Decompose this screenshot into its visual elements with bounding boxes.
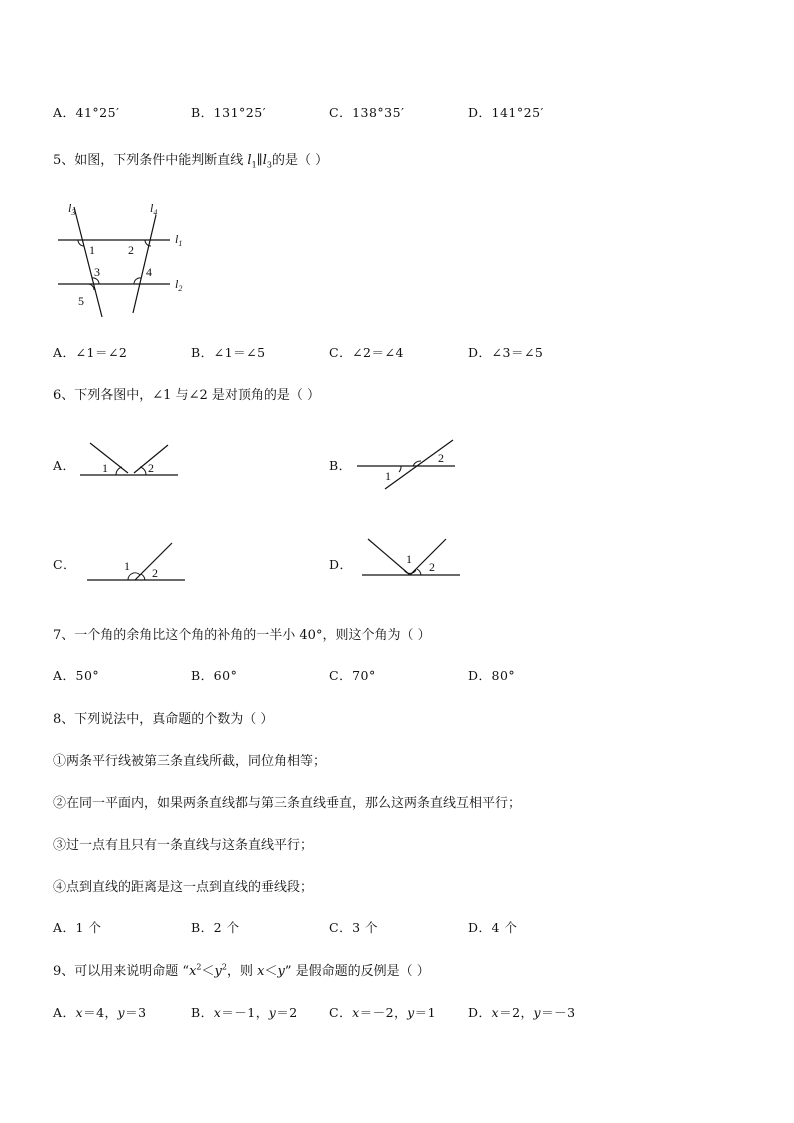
q6d-angle-2: 2 <box>429 560 435 574</box>
q8-item-3: ③过一点有且只有一条直线与这条直线平行； <box>53 838 314 853</box>
q9-option-d: D．x＝2，y＝－3 <box>468 1005 576 1020</box>
q6b-angle-2: 2 <box>438 451 444 465</box>
q8-option-d: D．4 个 <box>468 920 518 935</box>
q6c-angle-2: 2 <box>152 566 158 580</box>
q8-stem: 8、下列说法中，真命题的个数为（ ） <box>53 712 274 727</box>
label-l1: $l_1$ <box>175 232 183 248</box>
q8-option-a: A．1 个 <box>53 920 102 935</box>
q7-option-d: D．80° <box>468 668 516 683</box>
q6a-angle-2: 2 <box>148 461 154 475</box>
q8-option-b: B．2 个 <box>191 920 240 935</box>
q6a-angle-1: 1 <box>102 461 108 475</box>
q9-stem: 9、可以用来说明命题 “$x^2<y^2$，则 x＜y” 是假命题的反例是（ ） <box>53 962 430 979</box>
q6-option-a-label: A． <box>53 458 76 473</box>
q5-option-c: C．∠2＝∠4 <box>329 345 404 360</box>
label-l4: $l_4$ <box>150 201 158 217</box>
q7-option-a: A．50° <box>53 668 100 683</box>
q6-stem: 6、下列各图中，∠1 与∠2 是对顶角的是（ ） <box>53 388 320 403</box>
q8-item-4: ④点到直线的距离是这一点到直线的垂线段； <box>53 880 314 895</box>
q6-figure-a <box>78 440 188 485</box>
angle-label-1: 1 <box>89 243 95 257</box>
angle-label-5: 5 <box>78 294 84 308</box>
q9-option-c: C．x＝－2，y＝1 <box>329 1005 437 1020</box>
q6d-angle-1: 1 <box>406 552 412 566</box>
arc-5 <box>88 284 94 290</box>
q6-figure-c <box>85 540 195 590</box>
q4-option-a: A．41°25′ <box>53 105 120 120</box>
q6-figure-b <box>355 437 465 492</box>
q5-option-a: A．∠1＝∠2 <box>53 345 128 360</box>
q9-option-b: B．x＝－1，y＝2 <box>191 1005 298 1020</box>
line-l4 <box>133 215 156 313</box>
q5-option-d: D．∠3＝∠5 <box>468 345 544 360</box>
q6c-angle-1: 1 <box>124 559 130 573</box>
label-l3: $l_3$ <box>68 201 76 217</box>
q8-item-1: ①两条平行线被第三条直线所截，同位角相等； <box>53 754 327 769</box>
angle-label-4: 4 <box>146 265 152 279</box>
q6-option-c-label: C． <box>53 557 77 572</box>
q6-figure-d <box>360 535 470 585</box>
q5-figure <box>50 195 200 325</box>
angle-label-2: 2 <box>128 243 134 257</box>
q6b-angle-1: 1 <box>385 469 391 483</box>
q9-option-a: A．x＝4，y＝3 <box>53 1005 147 1020</box>
q7-stem: 7、一个角的余角比这个角的补角的一半小 40°，则这个角为（ ） <box>53 628 431 643</box>
q4-option-b: B．131°25′ <box>191 105 267 120</box>
q4-option-d: D．141°25′ <box>468 105 544 120</box>
q7-option-b: B．60° <box>191 668 238 683</box>
q8-item-2: ②在同一平面内，如果两条直线都与第三条直线垂直，那么这两条直线互相平行； <box>53 796 522 811</box>
q5-stem: 5、如图，下列条件中能判断直线 $l_1\parallel l_3$的是（ ） <box>53 153 329 170</box>
label-l2: $l_2$ <box>175 277 183 293</box>
q7-option-c: C．70° <box>329 668 376 683</box>
angle-label-3: 3 <box>94 265 100 279</box>
q6-option-d-label: D． <box>329 557 353 572</box>
q8-option-c: C．3 个 <box>329 920 378 935</box>
q6-option-b-label: B． <box>329 458 352 473</box>
q5-option-b: B．∠1＝∠5 <box>191 345 266 360</box>
q4-option-c: C．138°35′ <box>329 105 405 120</box>
